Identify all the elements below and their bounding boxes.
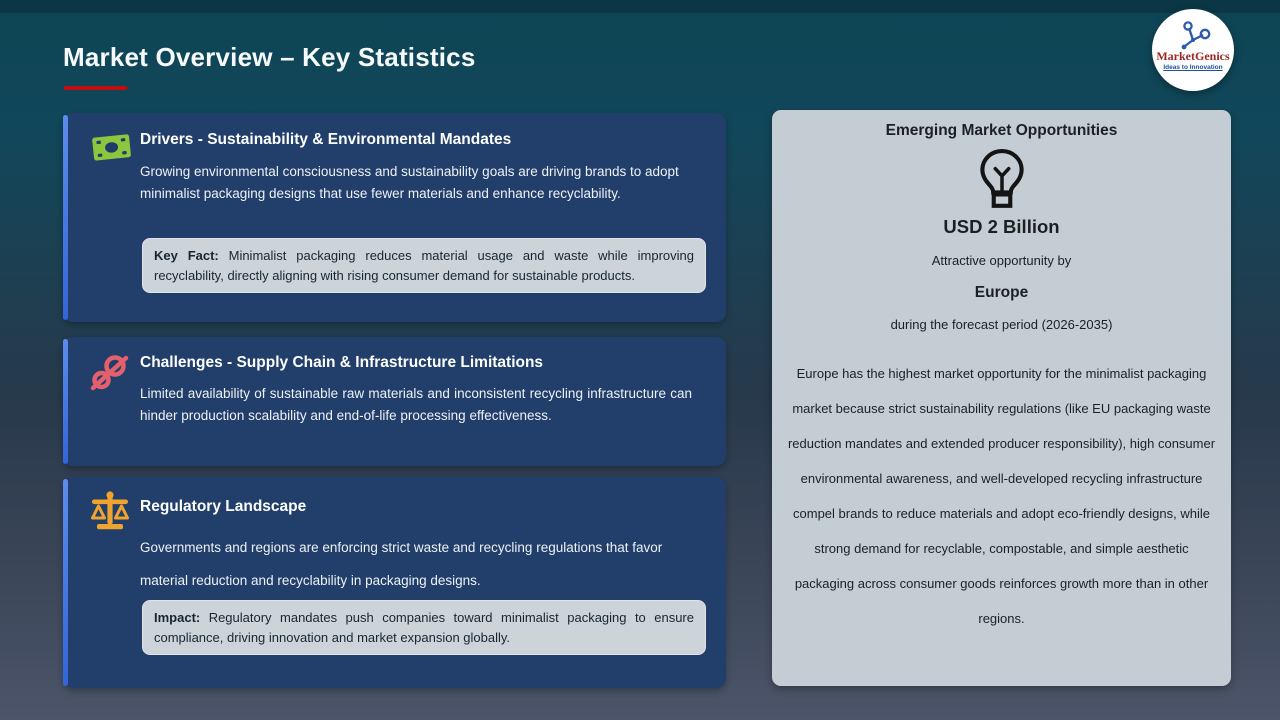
opportunity-value: USD 2 Billion (943, 216, 1060, 237)
title-underline (64, 86, 127, 90)
page-title: Market Overview – Key Statistics (63, 42, 476, 72)
card-challenges-body: Limited availability of sustainable raw materials and inconsistent recycling infrastructure can hinder production scalability and end-of-life processing effectiveness. (140, 386, 692, 423)
keyfact-text: Minimalist packaging reduces material usage and waste while improving recyclability, directly aligning with rising consumer demand for sustainable products. (154, 248, 694, 283)
card-drivers (63, 113, 726, 322)
card-regulatory-body: Governments and regions are enforcing strict waste and recycling regulations that favor material reduction and recyclability in packaging designs. (140, 540, 663, 588)
top-accent-strip (0, 0, 1280, 13)
opportunity-period: during the forecast period (2026-2035) (890, 317, 1113, 332)
card-regulatory (63, 477, 726, 688)
money-banknote-icon (88, 127, 134, 172)
lightbulb-icon (772, 148, 1231, 212)
impact-label: Impact: (154, 610, 201, 625)
card-drivers-body: Growing environmental consciousness and sustainability goals are driving brands to adopt minimalist packaging designs that use fewer materials and enhance recyclability. (140, 164, 679, 201)
logo-name: MarketGenics (1156, 49, 1230, 63)
card-drivers-keyfact-box (142, 238, 706, 293)
scales-of-justice-icon (88, 490, 132, 539)
card-challenges (63, 337, 726, 466)
card-regulatory-title: Regulatory Landscape (140, 498, 307, 515)
opportunity-panel-title: Emerging Market Opportunities (885, 122, 1118, 139)
card-regulatory-impact-box (142, 600, 706, 655)
molecule-network-icon (1175, 20, 1211, 50)
impact-text: Regulatory mandates push companies toward minimalist packaging to ensure compliance, driving innovation and market expansion globally. (154, 610, 694, 645)
opportunity-description: Europe has the highest market opportunity for the minimalist packaging market because strict sustainability regulations (like EU packaging waste reduction mandates and extended producer responsibility), high consumer environmental awareness, and well-developed recycling infrastructure compel brands to reduce materials and adopt eco-friendly designs, while strong demand for recyclable, compostable, and simple aesthetic packaging across consumer goods reinforces growth more than in other regions. (787, 366, 1216, 626)
opportunity-panel (772, 110, 1231, 686)
card-drivers-title: Drivers - Sustainability & Environmental Mandates (140, 131, 512, 148)
opportunity-region: Europe (974, 284, 1029, 301)
logo-tagline: Ideas to Innovation (1163, 64, 1223, 72)
card-challenges-title: Challenges - Supply Chain & Infrastructure Limitations (140, 354, 544, 371)
opportunity-leadin: Attractive opportunity by (931, 253, 1072, 268)
broken-link-icon (88, 352, 132, 399)
marketgenics-logo (1152, 9, 1234, 91)
keyfact-label: Key Fact: (154, 248, 219, 263)
